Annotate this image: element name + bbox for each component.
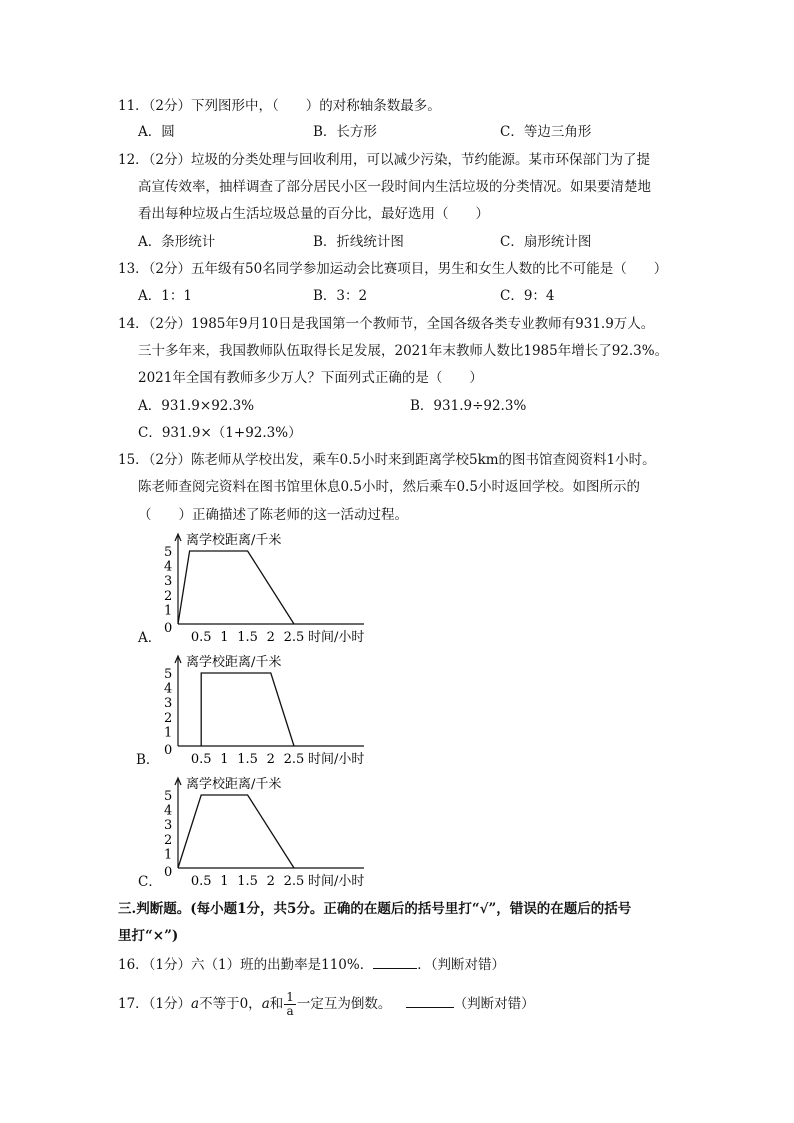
y-tick-label: 3 — [164, 574, 173, 590]
q16-suffix: ．（判断对错） — [417, 957, 505, 973]
x-tick-label: 1.5 — [237, 630, 258, 645]
q12-line-1: 12．（2分）垃圾的分类处理与回收利用，可以减少污染，节约能源。某市环保部门为了提 — [118, 152, 651, 168]
y-tick-label: 4 — [164, 803, 173, 819]
y-tick-label: 2 — [164, 832, 173, 848]
x-tick-label: 2 — [266, 752, 275, 767]
origin-label: 0 — [164, 621, 173, 636]
y-tick-label: 5 — [164, 667, 173, 682]
q17-suffix: （判断对错） — [453, 996, 535, 1012]
y-tick-label: 3 — [164, 696, 173, 712]
q11-option-c: C．等边三角形 — [500, 124, 592, 140]
q16 — [118, 954, 505, 975]
x-tick-label: 2 — [266, 630, 275, 645]
x-tick-label: 2.5 — [283, 630, 305, 645]
q11-option-b: B．长方形 — [313, 124, 377, 140]
q13-stem: 13．（2分）五年级有50名同学参加运动会比赛项目，男生和女生人数的比不可能是（ ） — [118, 261, 668, 277]
q12-line-2: 高宣传效率，抽样调查了部分居民小区一段时间内生活垃圾的分类情况。如果要清楚地 — [138, 179, 651, 195]
x-tick-label: 1 — [220, 874, 229, 889]
x-tick-label: 2.5 — [283, 752, 305, 767]
y-tick-label: 1 — [164, 847, 173, 863]
q15-option-a-label: A． — [138, 630, 162, 646]
q15-line-3: （ ）正确描述了陈老师的这一活动过程。 — [138, 507, 408, 523]
y-tick-label: 5 — [164, 545, 173, 560]
y-tick-label: 4 — [164, 559, 173, 575]
chart-a — [150, 528, 390, 648]
q12-line-3: 看出每种垃圾占生活垃圾总量的百分比，最好选用（ ） — [138, 206, 489, 222]
q14-option-a: A．931.9×92.3% — [138, 398, 255, 414]
q17-fraction-numerator: 1 — [286, 990, 294, 1004]
q13-option-c: C．9：4 — [500, 288, 555, 304]
x-tick-label: 1 — [220, 630, 229, 645]
q12-option-c: C．扇形统计图 — [500, 234, 592, 250]
distance-time-line — [201, 673, 294, 746]
q17-text-3: 一定互为倒数。 — [296, 996, 392, 1012]
chart-b — [150, 650, 390, 770]
y-tick-label: 1 — [164, 725, 173, 741]
q14-line-3: 2021年全国有教师多少万人？下面列式正确的是（ ） — [138, 370, 483, 386]
q14-line-1: 14．（2分）1985年9月10日是我国第一个教师节，全国各级各类专业教师有931.9万人。 — [118, 316, 655, 332]
q14-option-b: B．931.9÷92.3% — [410, 398, 527, 414]
x-axis-label: 时间/小时 — [308, 874, 365, 889]
y-tick-label: 1 — [164, 603, 173, 619]
y-tick-label: 3 — [164, 818, 173, 834]
q11-option-a: A．圆 — [138, 124, 175, 140]
q16-stem: 16．（1分）六（1）班的出勤率是110%． — [118, 957, 374, 973]
y-axis-label: 离学校距离/千米 — [186, 777, 282, 792]
x-tick-label: 1.5 — [237, 874, 258, 889]
y-tick-label: 4 — [164, 681, 173, 697]
q17-fraction — [284, 991, 296, 1018]
y-tick-label: 2 — [164, 588, 173, 604]
section-3-heading-line-1: 三.判断题。(每小题1分，共5分。正确的在题后的括号里打“√”，错误的在题后的括号 — [118, 901, 632, 917]
y-tick-label: 2 — [164, 710, 173, 726]
q17-text-2: 和 — [269, 996, 284, 1012]
q15-line-2: 陈老师查阅完资料在图书馆里休息0.5小时，然后乘车0.5小时返回学校。如图所示的 — [138, 479, 640, 495]
q17-answer-blank[interactable] — [406, 993, 454, 1008]
y-tick-label: 5 — [164, 789, 173, 804]
x-tick-label: 2.5 — [283, 874, 305, 889]
q14-option-c: C．931.9×（1+92.3%） — [138, 425, 302, 441]
origin-label: 0 — [164, 743, 173, 758]
x-axis-label: 时间/小时 — [308, 630, 365, 645]
q12-option-a: A．条形统计 — [138, 234, 216, 250]
x-tick-label: 2 — [266, 874, 275, 889]
q13-option-b: B．3：2 — [313, 288, 368, 304]
x-tick-label: 0.5 — [190, 874, 212, 889]
section-3-heading-line-2: 里打“×”) — [118, 928, 179, 944]
q17-var-a-2: a — [261, 996, 270, 1012]
x-tick-label: 1.5 — [237, 752, 258, 767]
q17-fraction-denominator: a — [286, 1004, 294, 1018]
q15-line-1: 15．（2分）陈老师从学校出发，乘车0.5小时来到距离学校5km的图书馆查阅资料1小时。 — [118, 452, 656, 468]
q17-text-1: 不等于0， — [199, 996, 262, 1012]
y-axis-label: 离学校距离/千米 — [186, 655, 282, 670]
origin-label: 0 — [164, 865, 173, 880]
q17-var-a: a — [191, 996, 200, 1012]
q11-stem: 11．（2分）下列图形中，（ ）的对称轴条数最多。 — [118, 98, 441, 114]
x-tick-label: 1 — [220, 752, 229, 767]
chart-c — [150, 772, 390, 892]
q17-prefix: 17．（1分） — [118, 996, 192, 1012]
distance-time-line — [178, 795, 294, 868]
q17 — [118, 990, 535, 1018]
q15-option-c-label: C． — [138, 874, 162, 890]
x-tick-label: 0.5 — [190, 630, 212, 645]
q12-option-b: B．折线统计图 — [313, 234, 404, 250]
y-axis-label: 离学校距离/千米 — [186, 533, 282, 548]
distance-time-line — [178, 551, 294, 624]
x-tick-label: 0.5 — [190, 752, 212, 767]
q15-option-b-label: B． — [136, 752, 160, 768]
q14-line-2: 三十多年来，我国教师队伍取得长足发展，2021年末教师人数比1985年增长了92.3%。 — [138, 343, 669, 359]
q16-answer-blank[interactable] — [373, 954, 417, 969]
x-axis-label: 时间/小时 — [308, 752, 365, 767]
q13-option-a: A．1：1 — [138, 288, 192, 304]
